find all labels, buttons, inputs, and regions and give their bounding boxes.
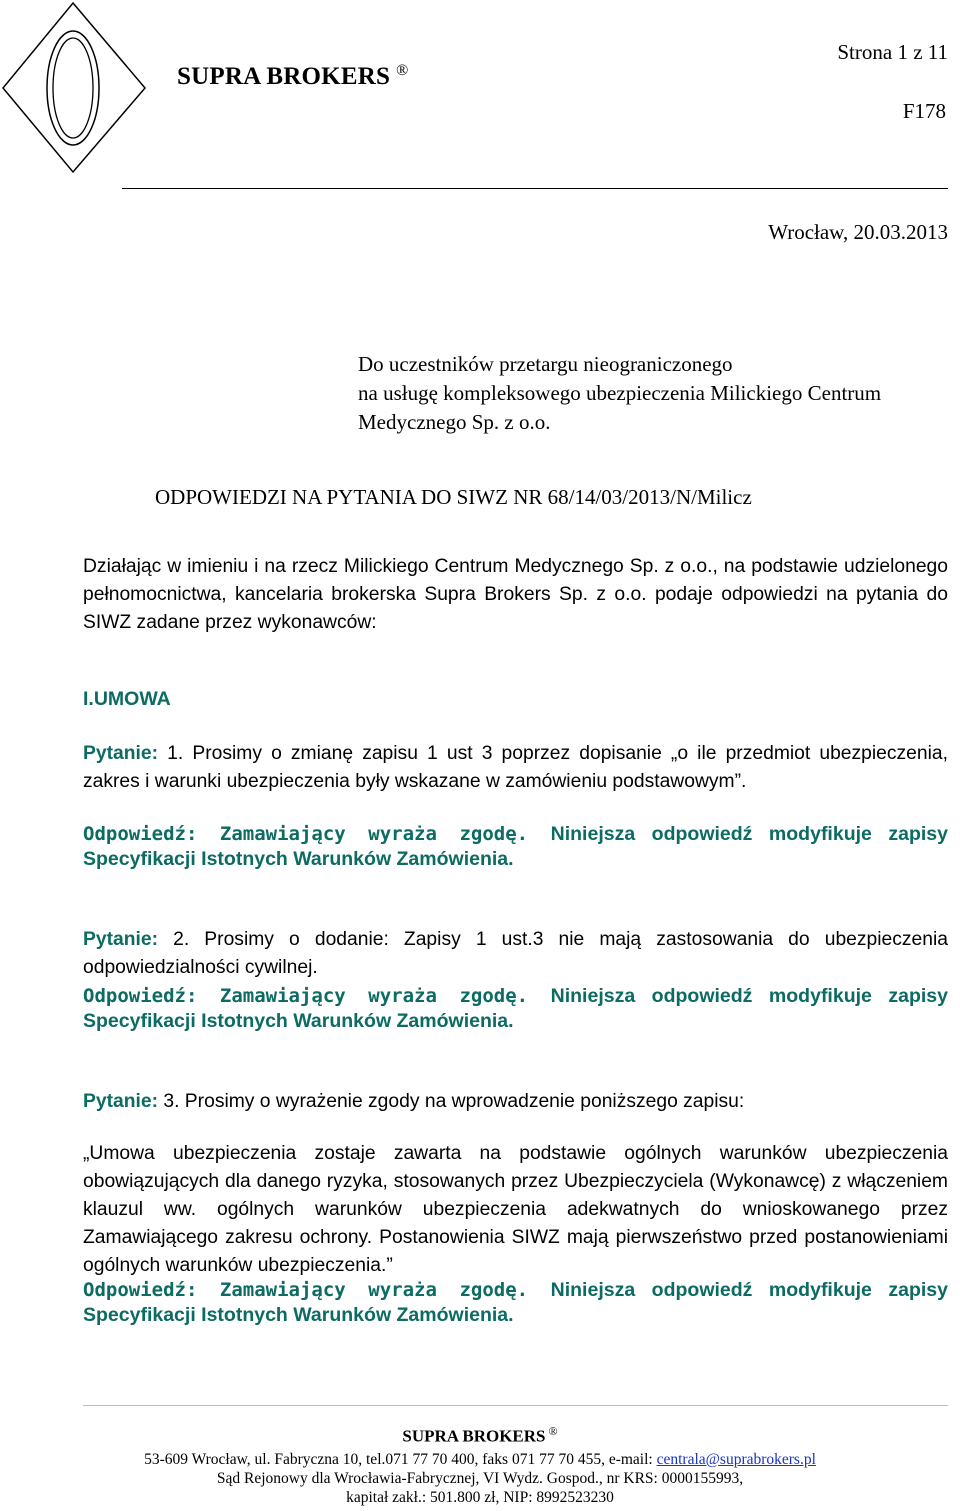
footer-court: Sąd Rejonowy dla Wrocławia-Fabrycznej, VI Wydz. Gospod., nr KRS: 0000155993, (216, 1470, 744, 1487)
answer-rest: Niniejsza odpowiedź modyfikuje zapisy (550, 823, 948, 845)
company-logo-icon (0, 0, 170, 175)
answer-1-line2: Specyfikacji Istotnych Warunków Zamówienia. (83, 848, 514, 870)
intro-paragraph: Działając w imieniu i na rzecz Milickiego Centrum Medycznego Sp. z o.o., na podstawie udzielonego pełnomocnictwa, kancelaria brokerska Supra Brokers Sp. z o.o. podaje odpowiedzi na pytania do SIWZ zadane przez wykonawców: (83, 556, 948, 633)
question-3 (83, 1088, 948, 1116)
page-number: Strona 1 z 11 (837, 40, 948, 64)
question-label: Pytanie: (83, 1091, 159, 1112)
footer-email-link[interactable]: centrala@suprabrokers.pl (656, 1451, 816, 1468)
footer-address: 53-609 Wrocław, ul. Fabryczna 10, tel.071 77 70 400, faks 071 77 70 455, e-mail: centrala@suprabrokers.pl (144, 1451, 816, 1468)
addressee-block (358, 350, 948, 437)
document-title: ODPOWIEDZI NA PYTANIA DO SIWZ NR 68/14/03/2013/N/Milicz (155, 485, 752, 509)
section-heading: I.UMOWA (83, 688, 171, 710)
answer-2-line (83, 982, 948, 1010)
registered-mark: ® (396, 62, 409, 79)
question-text: 3. Prosimy o wyrażenie zgody na wprowadzenie poniższego zapisu: (163, 1091, 745, 1112)
brand-name: SUPRA BROKERS ® (177, 62, 409, 90)
question-1 (83, 740, 948, 796)
addressee-line: na usługę kompleksowego ubezpieczenia Milickiego Centrum (358, 381, 882, 405)
footer-registered-mark: ® (548, 1424, 558, 1438)
question-label: Pytanie: (83, 929, 159, 950)
question-3-quote: „Umowa ubezpieczenia zostaje zawarta na podstawie ogólnych warunków ubezpieczenia obowiązujących dla danego ryzyka, stosowanych przez Ubezpieczyciela (Wykonawcę) z włączeniem klauzul ww. ogólnych warunków ubezpieczenia adekwatnych do wnioskowanego przez Zamawiającego zakresu ochrony. Postanowienia SIWZ mają pierwszeństwo przed postanowieniami ogólnych warunków ubezpieczenia.” (83, 1143, 948, 1276)
answer-2-line2: Specyfikacji Istotnych Warunków Zamówienia. (83, 1010, 514, 1032)
addressee-line: Medycznego Sp. z o.o. (358, 410, 551, 434)
footer-divider (83, 1405, 948, 1406)
answer-3-line (83, 1276, 948, 1304)
form-code: F178 (902, 99, 946, 123)
answer-lead: Odpowiedź: Zamawiający wyraża zgodę. (83, 985, 529, 1007)
answer-3-line2: Specyfikacji Istotnych Warunków Zamówienia. (83, 1304, 514, 1326)
footer-brand: SUPRA BROKERS ® (402, 1424, 558, 1446)
question-text: 1. Prosimy o zmianę zapisu 1 ust 3 poprzez dopisanie „o ile przedmiot ubezpieczenia, zakres i warunki ubezpieczenia były wskazane w zamówieniu podstawowym”. (83, 743, 948, 792)
addressee-line: Do uczestników przetargu nieograniczonego (358, 352, 733, 376)
date-line: Wrocław, 20.03.2013 (768, 220, 948, 244)
footer-capital: kapitał zakł.: 501.800 zł, NIP: 8992523230 (346, 1489, 614, 1506)
question-label: Pytanie: (83, 743, 159, 764)
answer-rest: Niniejsza odpowiedź modyfikuje zapisy (550, 985, 948, 1007)
answer-lead: Odpowiedź: Zamawiający wyraża zgodę. (83, 823, 529, 845)
answer-1-line (83, 820, 948, 848)
header-divider (122, 188, 948, 189)
answer-lead: Odpowiedź: Zamawiający wyraża zgodę. (83, 1279, 529, 1301)
question-text: 2. Prosimy o dodanie: Zapisy 1 ust.3 nie mają zastosowania do ubezpieczenia odpowiedzialności cywilnej. (83, 929, 949, 978)
question-2 (83, 926, 948, 982)
answer-rest: Niniejsza odpowiedź modyfikuje zapisy (550, 1279, 948, 1301)
